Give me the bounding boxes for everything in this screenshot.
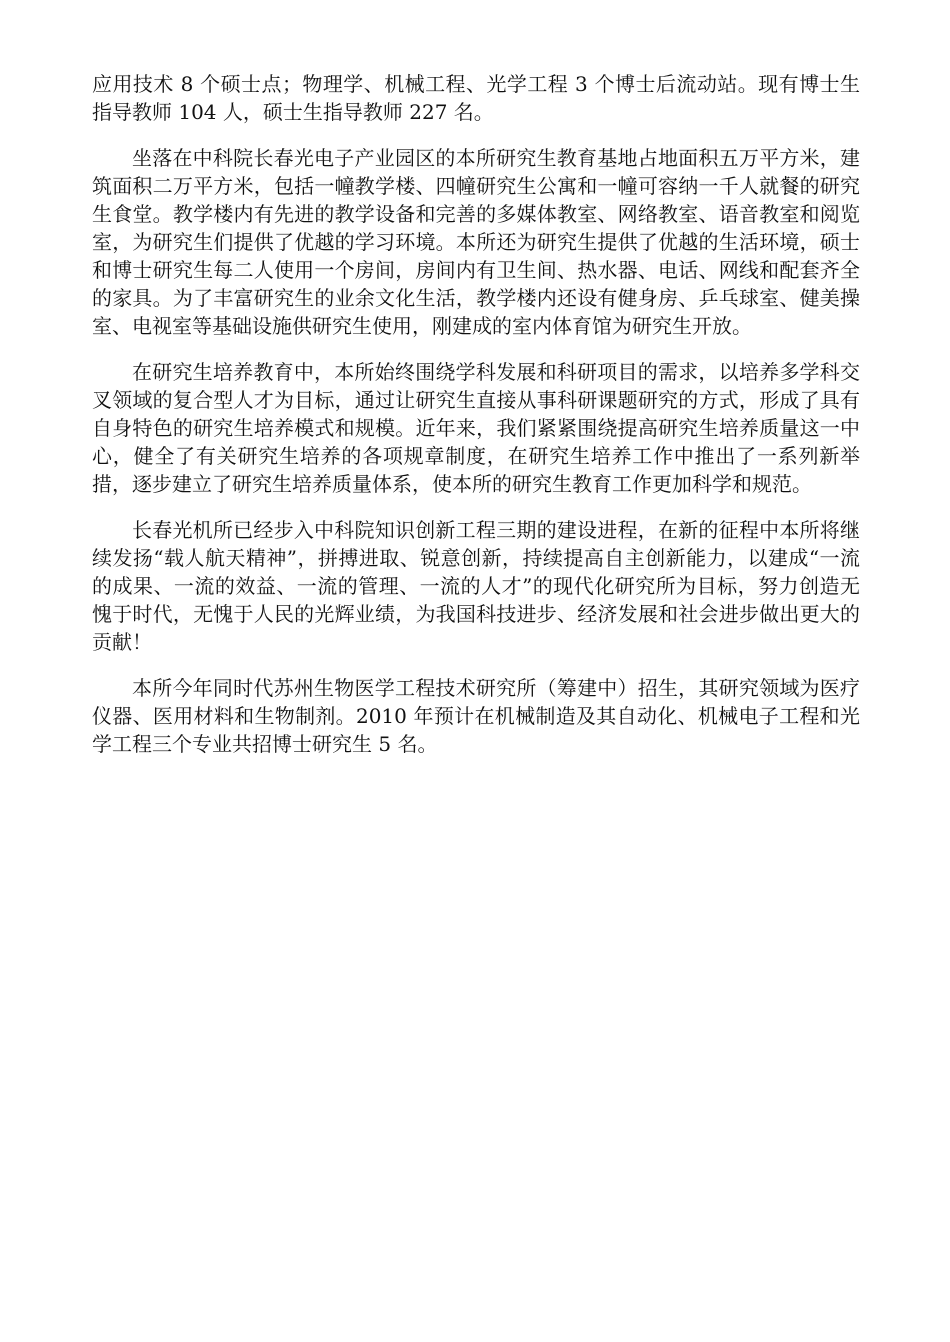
paragraph-enrollment: 本所今年同时代苏州生物医学工程技术研究所（筹建中）招生，其研究领域为医疗仪器、医用材料和生物制剂。2010 年预计在机械制造及其自动化、机械电子工程和光学工程三个专业共招博士研究生 5 名。 xyxy=(92,676,860,756)
paragraph-future-goals: 长春光机所已经步入中科院知识创新工程三期的建设进程，在新的征程中本所将继续发扬“载人航天精神”，拼搏进取、锐意创新，持续提高自主创新能力，以建成“一流的成果、一流的效益、一流的管理、一流的人才”的现代化研究所为目标，努力创造无愧于时代，无愧于人民的光辉业绩，为我国科技进步、经济发展和社会进步做出更大的贡献！ xyxy=(92,518,860,654)
paragraph-training-education: 在研究生培养教育中，本所始终围绕学科发展和科研项目的需求，以培养多学科交叉领域的复合型人才为目标，通过让研究生直接从事科研课题研究的方式，形成了具有自身特色的研究生培养模式和规模。近年来，我们紧紧围绕提高研究生培养质量这一中心，健全了有关研究生培养的各项规章制度，在研究生培养工作中推出了一系列新举措，逐步建立了研究生培养质量体系，使本所的研究生教育工作更加科学和规范。 xyxy=(92,360,860,496)
document-page xyxy=(92,70,860,776)
paragraph-campus-facilities: 坐落在中科院长春光电子产业园区的本所研究生教育基地占地面积五万平方米，建筑面积二万平方米，包括一幢教学楼、四幢研究生公寓和一幢可容纳一千人就餐的研究生食堂。教学楼内有先进的教学设备和完善的多媒体教室、网络教室、语音教室和阅览室，为研究生们提供了优越的学习环境。本所还为研究生提供了优越的生活环境，硕士和博士研究生每二人使用一个房间，房间内有卫生间、热水器、电话、网线和配套齐全的家具。为了丰富研究生的业余文化生活，教学楼内还设有健身房、乒乓球室、健美操室、电视室等基础设施供研究生使用，刚建成的室内体育馆为研究生开放。 xyxy=(92,146,860,338)
paragraph-continuation: 应用技术 8 个硕士点；物理学、机械工程、光学工程 3 个博士后流动站。现有博士生指导教师 104 人，硕士生指导教师 227 名。 xyxy=(92,72,860,124)
